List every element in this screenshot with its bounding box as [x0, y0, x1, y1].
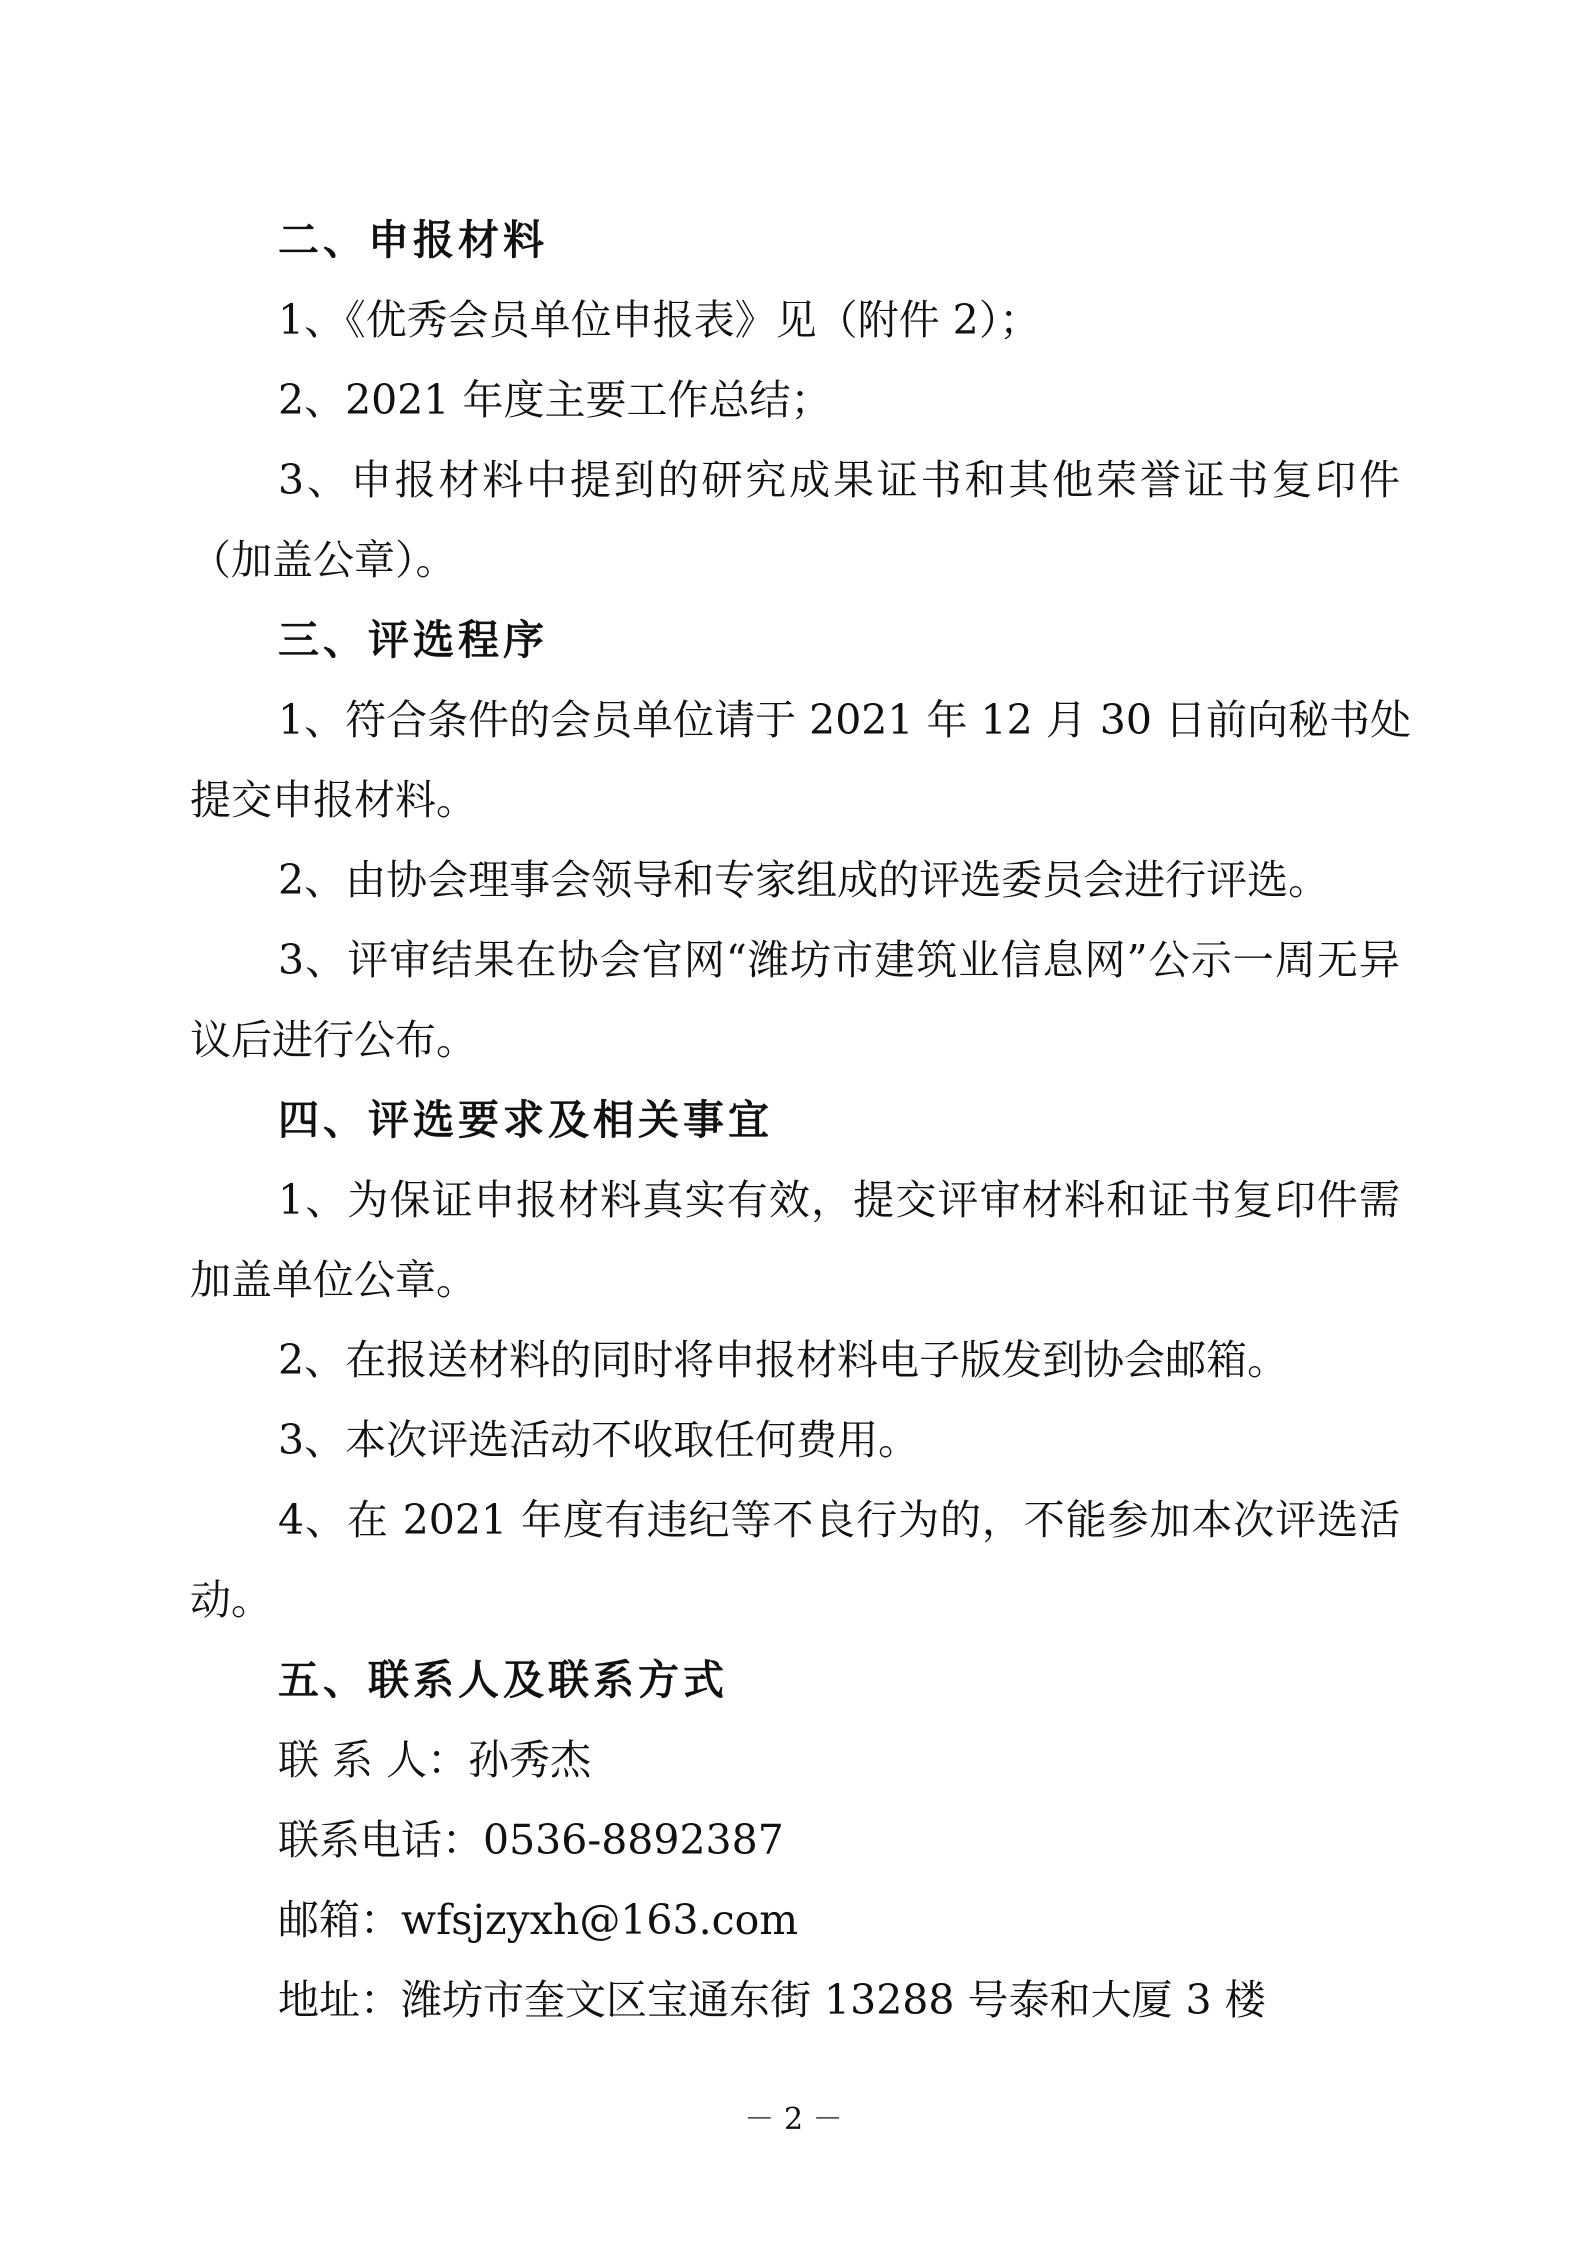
contact-row-email: [278, 1895, 1498, 1945]
paragraph-line: 3、评审结果在协会官网“潍坊市建筑业信息网”公示一周无异: [278, 936, 1400, 984]
paragraph-line: 3、申报材料中提到的研究成果证书和其他荣誉证书复印件: [278, 456, 1400, 504]
contact-value: wfsjzyxh@163.com: [401, 1896, 799, 1944]
contact-label: 邮箱：: [278, 1896, 401, 1944]
paragraph-line-continuation: 动。: [190, 1576, 272, 1624]
contact-row-address: [278, 1975, 1498, 2025]
section-heading-requirements: 四、评选要求及相关事宜: [278, 1096, 773, 1144]
contact-label: 地址：: [278, 1976, 401, 2024]
paragraph-line: 1、符合条件的会员单位请于 2021 年 12 月 30 日前向秘书处: [278, 696, 1411, 744]
paragraph-line: 3、本次评选活动不收取任何费用。: [278, 1416, 920, 1464]
contact-value: 潍坊市奎文区宝通东街 13288 号泰和大厦 3 楼: [401, 1976, 1266, 2024]
paragraph-line: 1、为保证申报材料真实有效，提交评审材料和证书复印件需: [278, 1176, 1400, 1224]
contact-label: 联 系 人：: [278, 1736, 469, 1784]
paragraph-line-continuation: 议后进行公布。: [190, 1016, 477, 1064]
page-number: － 2 －: [744, 2102, 843, 2137]
contact-label: 联系电话：: [278, 1816, 483, 1864]
section-heading-procedure: 三、评选程序: [278, 616, 548, 664]
paragraph-line-continuation: （加盖公章）。: [190, 536, 457, 584]
paragraph-line: 4、在 2021 年度有违纪等不良行为的，不能参加本次评选活: [278, 1496, 1400, 1544]
contact-row-phone: [278, 1815, 1498, 1865]
contact-value: 0536-8892387: [483, 1816, 784, 1864]
contact-value: 孙秀杰: [468, 1736, 592, 1784]
paragraph-line-continuation: 提交申报材料。: [190, 776, 477, 824]
section-heading-contact: 五、联系人及联系方式: [278, 1656, 728, 1704]
paragraph-line: 2、由协会理事会领导和专家组成的评选委员会进行评选。: [278, 856, 1330, 904]
paragraph-line: 2、在报送材料的同时将申报材料电子版发到协会邮箱。: [278, 1336, 1289, 1384]
paragraph-line: 2、2021 年度主要工作总结；: [278, 376, 832, 424]
paragraph-line: 1、《优秀会员单位申报表》见（附件 2）；: [278, 296, 1041, 344]
contact-row-person: [278, 1735, 1498, 1785]
section-heading-materials: 二、申报材料: [278, 216, 548, 264]
paragraph-line-continuation: 加盖单位公章。: [190, 1256, 477, 1304]
